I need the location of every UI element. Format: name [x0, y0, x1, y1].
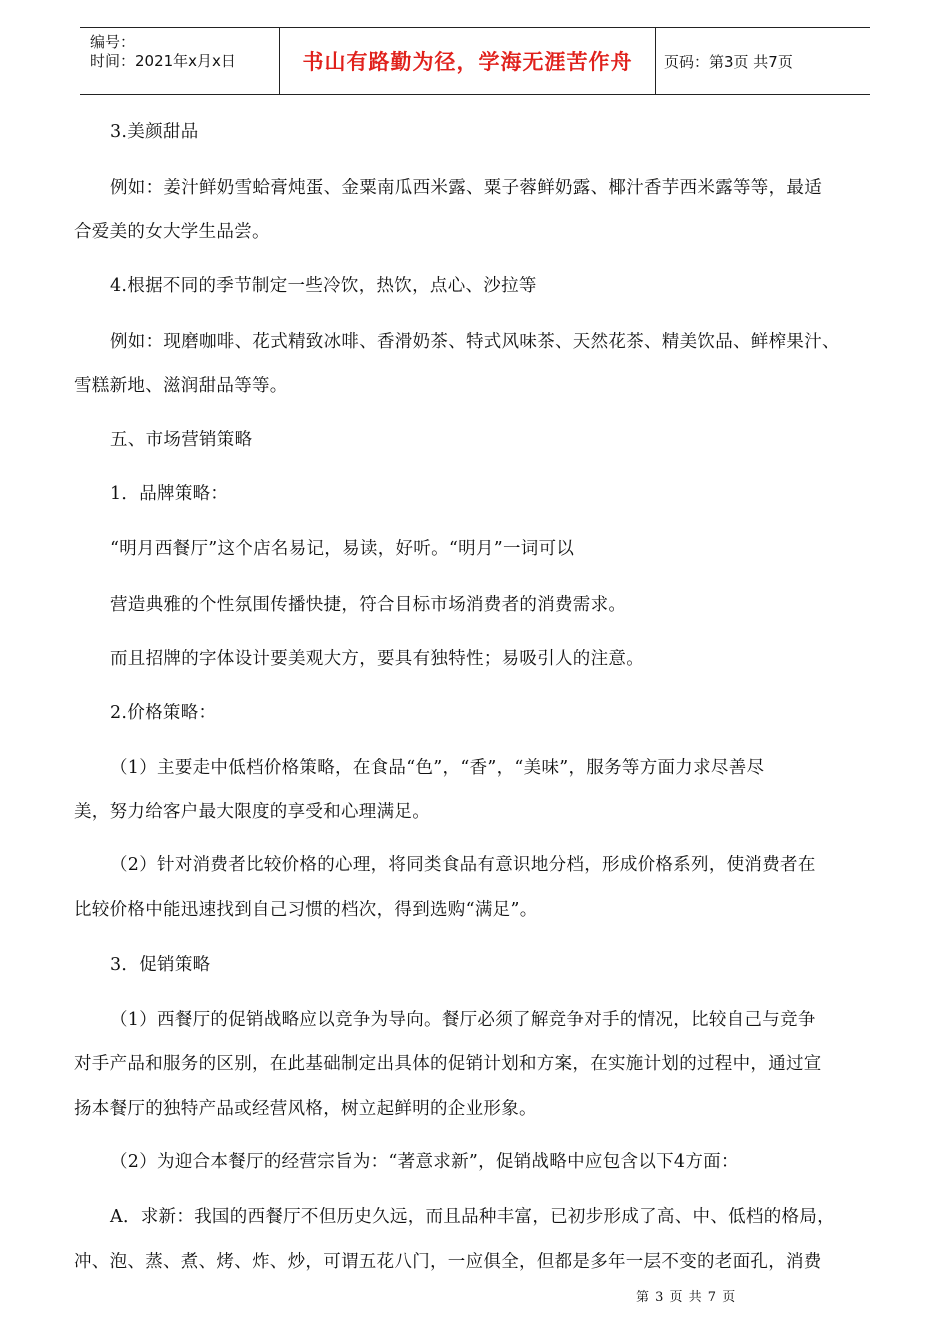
section-heading: 1．品牌策略： — [110, 484, 229, 504]
paragraph-line: 冲、泡、蒸、煮、烤、炸、炒，可谓五花八门，一应俱全，但都是多年一层不变的老面孔，消费 — [74, 1252, 822, 1272]
document-time-label: 时间：2021年x月x日 — [90, 52, 236, 70]
chapter-heading: 五、市场营销策略 — [110, 430, 253, 450]
paragraph-line: （2）为迎合本餐厅的经营宗旨为：“著意求新”，促销战略中应包含以下4方面： — [110, 1152, 739, 1172]
header-motto: 书山有路勤为径，学海无涯苦作舟 — [280, 28, 656, 94]
paragraph-line: 雪糕新地、滋润甜品等等。 — [74, 376, 288, 396]
section-heading: 4.根据不同的季节制定一些冷饮，热饮，点心、沙拉等 — [110, 276, 537, 296]
header-page-info: 页码：第3页 共7页 — [664, 52, 793, 71]
paragraph-line: 扬本餐厅的独特产品或经营风格，树立起鲜明的企业形象。 — [74, 1099, 537, 1119]
document-number-label: 编号： — [90, 33, 136, 51]
paragraph-line: 美，努力给客户最大限度的享受和心理满足。 — [74, 802, 430, 822]
paragraph-line: 例如：现磨咖啡、花式精致冰啡、香滑奶茶、特式风味茶、天然花茶、精美饮品、鲜榨果汁、 — [110, 332, 840, 352]
section-heading: 2.价格策略： — [110, 703, 217, 723]
paragraph-line: 而且招牌的字体设计要美观大方，要具有独特性；易吸引人的注意。 — [110, 649, 644, 669]
paragraph-line: （1）主要走中低档价格策略，在食品“色”，“香”，“美味”，服务等方面力求尽善尽 — [110, 758, 765, 778]
document-header — [80, 27, 870, 95]
paragraph-line: （1）西餐厅的促销战略应以竞争为导向。餐厅必须了解竞争对手的情况，比较自己与竞争 — [110, 1010, 816, 1030]
paragraph-line: 营造典雅的个性氛围传播快捷，符合目标市场消费者的消费需求。 — [110, 595, 627, 615]
paragraph-line: A．求新：我国的西餐厅不但历史久远，而且品种丰富，已初步形成了高、中、低档的格局， — [110, 1207, 835, 1227]
header-meta-cell — [80, 28, 280, 94]
paragraph-line: 比较价格中能迅速找到自己习惯的档次，得到选购“满足”。 — [74, 900, 538, 920]
page-footer: 第 3 页 共 7 页 — [636, 1290, 737, 1305]
paragraph-line: 例如：姜汁鲜奶雪蛤膏炖蛋、金粟南瓜西米露、粟子蓉鲜奶露、椰汁香芋西米露等等，最适 — [110, 178, 822, 198]
paragraph-line: 合爱美的女大学生品尝。 — [74, 222, 270, 242]
paragraph-line: “明月西餐厅”这个店名易记，易读，好听。“明月”一词可以 — [110, 539, 575, 559]
section-heading: 3．促销策略 — [110, 955, 211, 975]
section-heading: 3.美颜甜品 — [110, 122, 199, 142]
paragraph-line: （2）针对消费者比较价格的心理，将同类食品有意识地分档，形成价格系列，使消费者在 — [110, 855, 816, 875]
paragraph-line: 对手产品和服务的区别，在此基础制定出具体的促销计划和方案，在实施计划的过程中，通过宣 — [74, 1054, 822, 1074]
